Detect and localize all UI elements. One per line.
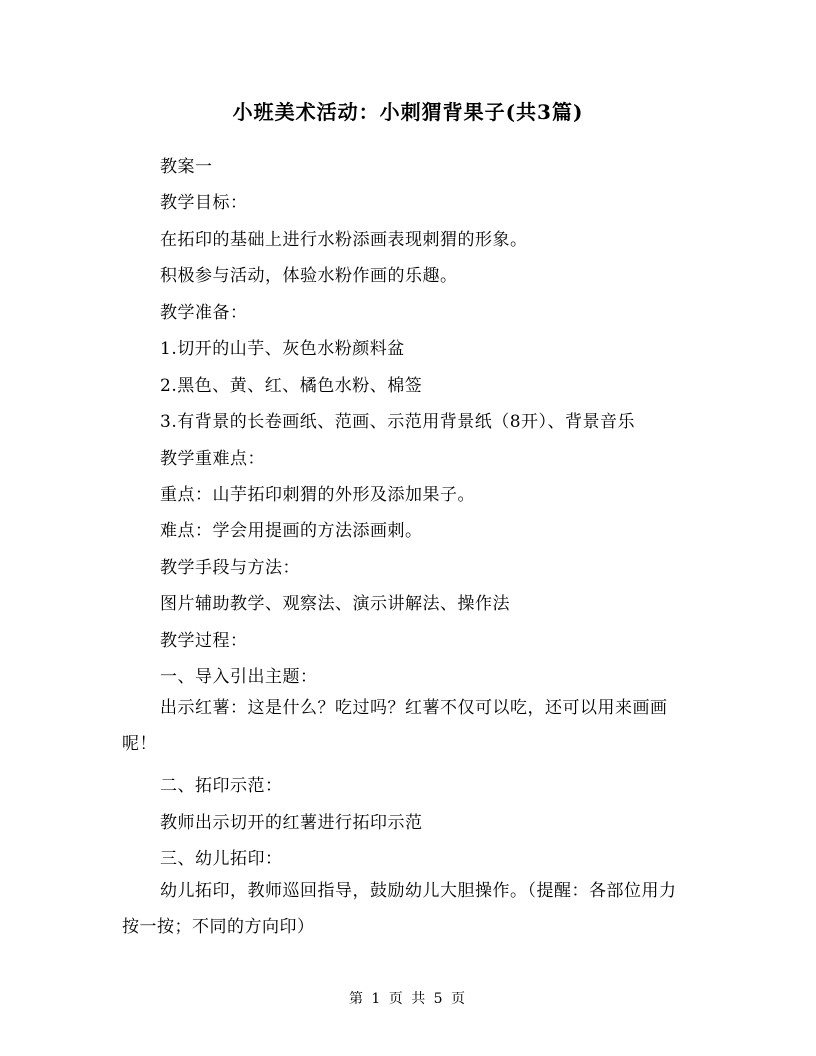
text-line: 图片辅助教学、观察法、演示讲解法、操作法 [160,594,510,614]
paragraph: 幼儿拓印，教师巡回指导，鼓励幼儿大胆操作。（提醒：各部位用力按一按；不同的方向印） [122,881,677,937]
text-line: 一、导入引出主题： [160,667,318,687]
text-line: 3.有背景的长卷画纸、范画、示范用背景纸（8开）、背景音乐 [160,412,636,432]
text-line: 教案一 [160,157,213,177]
text-line: 重点：山芋拓印刺猬的外形及添加果子。 [160,485,475,505]
text-line: 难点：学会用提画的方法添画刺。 [160,521,423,541]
text-line: 教学重难点： [160,449,265,469]
page-footer: 第 1 页 共 5 页 [348,991,468,1007]
text-line: 在拓印的基础上进行水粉添画表现刺猬的形象。 [160,230,528,250]
section-heading: 三、幼儿拓印： [160,849,283,869]
text-line: 教学手段与方法： [160,558,300,578]
text-line: 教学过程： [160,631,248,651]
text-line: 教师出示切开的红薯进行拓印示范 [160,813,423,833]
section-heading: 二、拓印示范： [160,776,283,796]
document-title: 小班美术活动：小刺猬背果子(共3篇) [232,100,584,124]
text-line: 2.黑色、黄、红、橘色水粉、棉签 [160,376,423,396]
text-line: 教学目标： [160,193,248,213]
text-line: 教学准备： [160,303,248,323]
text-line: 1.切开的山芋、灰色水粉颜料盆 [160,339,405,359]
paragraph: 出示红薯：这是什么？吃过吗？红薯不仅可以吃，还可以用来画画呢！ [122,698,668,754]
text-line: 积极参与活动，体验水粉作画的乐趣。 [160,266,458,286]
